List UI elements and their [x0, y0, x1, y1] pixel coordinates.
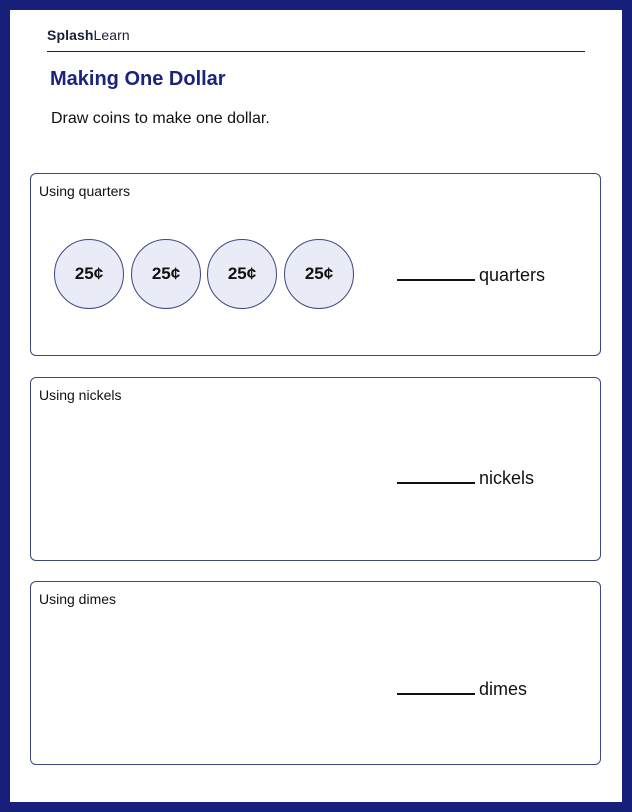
nickels-section — [30, 377, 601, 561]
dimes-section-label: Using dimes — [39, 591, 117, 607]
quarter-coin: 25¢ — [207, 239, 277, 309]
dimes-answer-unit: dimes — [479, 679, 528, 699]
quarters-answer-blank[interactable] — [397, 263, 475, 281]
instructions: Draw coins to make one dollar. — [51, 110, 270, 127]
quarters-section — [30, 173, 601, 356]
dimes-section — [30, 581, 601, 765]
quarter-coin: 25¢ — [131, 239, 201, 309]
dimes-answer — [397, 677, 527, 700]
quarters-answer — [397, 263, 545, 286]
nickels-answer-unit: nickels — [479, 468, 535, 488]
worksheet-page — [10, 10, 622, 802]
worksheet-title: Making One Dollar — [50, 68, 226, 90]
nickels-answer — [397, 466, 534, 489]
nickels-section-label: Using nickels — [39, 387, 122, 403]
brand-name-bold: Splash — [47, 27, 94, 43]
brand-name-light: Learn — [93, 27, 130, 43]
quarter-coin: 25¢ — [54, 239, 124, 309]
quarters-section-label: Using quarters — [39, 183, 131, 199]
header-divider — [47, 51, 585, 52]
quarter-coin: 25¢ — [284, 239, 354, 309]
dimes-answer-blank[interactable] — [397, 677, 475, 695]
brand-logo — [47, 27, 130, 43]
quarters-answer-unit: quarters — [479, 265, 546, 285]
nickels-answer-blank[interactable] — [397, 466, 475, 484]
